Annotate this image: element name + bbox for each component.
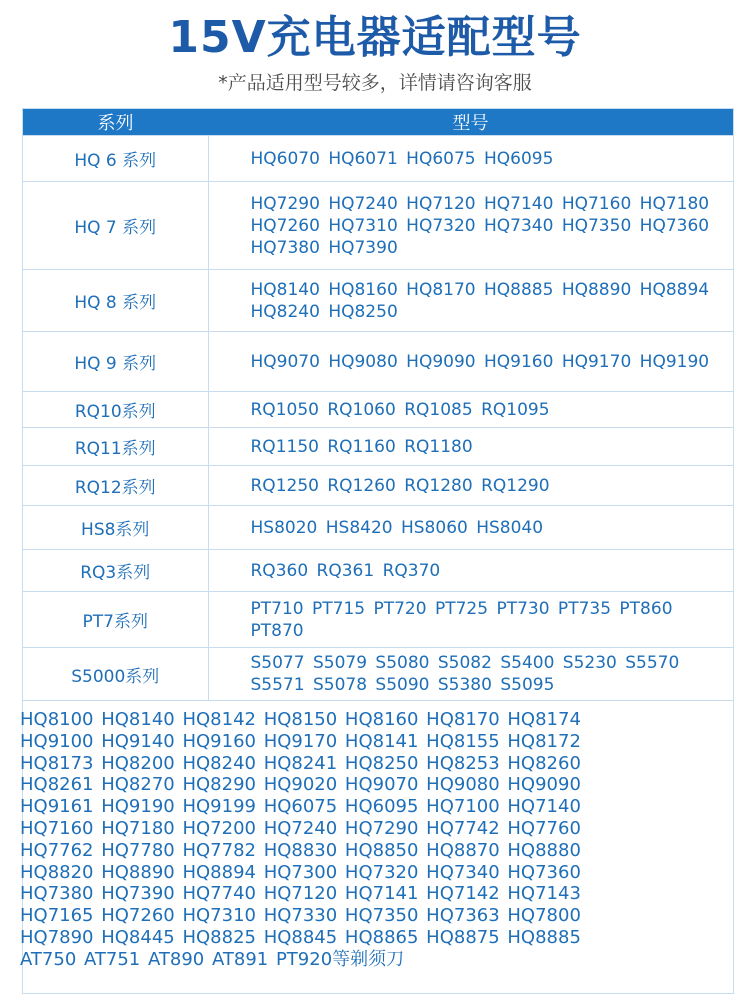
list-item: HQ8261 HQ8270 HQ8290 HQ9020 HQ9070 HQ9080 HQ9090 — [20, 774, 581, 796]
models-cell: HS8020 HS8420 HS8060 HS8040 — [208, 506, 733, 550]
list-item: HQ7762 HQ7780 HQ7782 HQ8830 HQ8850 HQ8870 HQ8880 — [20, 839, 581, 861]
models-cell: HQ7290 HQ7240 HQ7120 HQ7140 HQ7160 HQ7180 HQ7260 HQ7310 HQ7320 HQ7340 HQ7350 HQ7360 HQ7380 HQ7390 — [208, 182, 733, 270]
list-item: HQ8173 HQ8200 HQ8240 HQ8241 HQ8250 HQ8253 HQ8260 — [20, 752, 581, 774]
list-item: HQ7890 HQ8445 HQ8825 HQ8845 HQ8865 HQ8875 HQ8885 — [20, 926, 581, 948]
list-item: HQ8820 HQ8890 HQ8894 HQ7300 HQ7320 HQ7340 HQ7360 — [20, 861, 581, 883]
list-item: HQ8100 HQ8140 HQ8142 HQ8150 HQ8160 HQ8170 HQ8174 — [20, 709, 581, 730]
table-row — [23, 648, 733, 701]
list-item: AT750 AT751 AT890 AT891 PT920等剃须刀 — [20, 948, 405, 970]
additional-models-list — [20, 709, 720, 971]
list-item: HQ7165 HQ7260 HQ7310 HQ7330 HQ7350 HQ7363 HQ7800 — [20, 905, 581, 927]
series-cell: HQ 8 系列 — [23, 270, 208, 332]
models-cell: S5077 S5079 S5080 S5082 S5400 S5230 S5570 S5571 S5078 S5090 S5380 S5095 — [208, 648, 733, 701]
models-cell: HQ6070 HQ6071 HQ6075 HQ6095 — [208, 136, 733, 182]
series-cell: RQ12系列 — [23, 466, 208, 506]
series-cell: HQ 9 系列 — [23, 332, 208, 392]
models-cell: RQ1250 RQ1260 RQ1280 RQ1290 — [208, 466, 733, 506]
series-cell: RQ3系列 — [23, 550, 208, 592]
models-cell: PT710 PT715 PT720 PT725 PT730 PT735 PT860 PT870 — [208, 592, 733, 648]
table-row — [23, 182, 733, 270]
table-row — [23, 136, 733, 182]
models-cell: HQ9070 HQ9080 HQ9090 HQ9160 HQ9170 HQ9190 — [208, 332, 733, 392]
header-series: 系列 — [23, 109, 208, 136]
list-item: HQ7160 HQ7180 HQ7200 HQ7240 HQ7290 HQ7742 HQ7760 — [20, 817, 581, 839]
table-row — [23, 550, 733, 592]
series-cell: RQ10系列 — [23, 392, 208, 428]
table-row — [23, 466, 733, 506]
models-cell: RQ360 RQ361 RQ370 — [208, 550, 733, 592]
table-header-row — [23, 109, 733, 136]
table-row — [23, 392, 733, 428]
models-cell: RQ1150 RQ1160 RQ1180 — [208, 428, 733, 466]
list-item: HQ9161 HQ9190 HQ9199 HQ6075 HQ6095 HQ7100 HQ7140 — [20, 796, 581, 818]
list-item: HQ7380 HQ7390 HQ7740 HQ7120 HQ7141 HQ7142 HQ7143 — [20, 883, 581, 905]
series-cell: PT7系列 — [23, 592, 208, 648]
series-cell: HQ 6 系列 — [23, 136, 208, 182]
series-cell: HS8系列 — [23, 506, 208, 550]
models-cell: HQ8140 HQ8160 HQ8170 HQ8885 HQ8890 HQ8894 HQ8240 HQ8250 — [208, 270, 733, 332]
table-row — [23, 270, 733, 332]
series-cell: S5000系列 — [23, 648, 208, 701]
table-row — [23, 506, 733, 550]
series-cell: RQ11系列 — [23, 428, 208, 466]
series-cell: HQ 7 系列 — [23, 182, 208, 270]
table-row — [23, 332, 733, 392]
header-models: 型号 — [208, 109, 733, 136]
table-row — [23, 592, 733, 648]
table-row — [23, 428, 733, 466]
page-subtitle: *产品适用型号较多，详情请咨询客服 — [218, 72, 532, 94]
models-cell: RQ1050 RQ1060 RQ1085 RQ1095 — [208, 392, 733, 428]
list-item: HQ9100 HQ9140 HQ9160 HQ9170 HQ8141 HQ8155 HQ8172 — [20, 730, 581, 752]
page-title: 15V充电器适配型号 — [168, 12, 582, 63]
